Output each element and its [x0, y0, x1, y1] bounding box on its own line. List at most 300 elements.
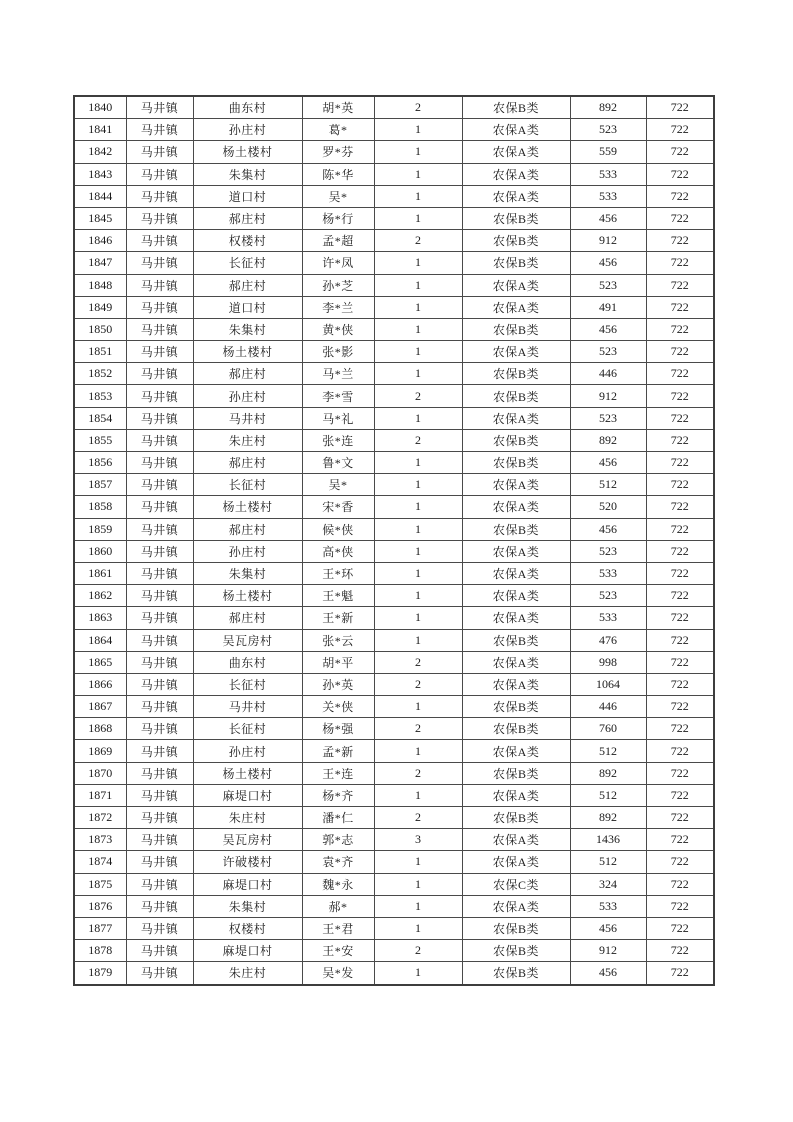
table-cell: 2 [374, 718, 462, 740]
table-cell: 1875 [74, 873, 126, 895]
table-cell: 农保A类 [462, 651, 570, 673]
table-cell: 533 [570, 185, 646, 207]
table-cell: 1876 [74, 895, 126, 917]
table-cell: 1845 [74, 207, 126, 229]
table-row [74, 829, 714, 851]
table-cell: 1877 [74, 917, 126, 939]
table-cell: 722 [646, 851, 714, 873]
table-cell: 722 [646, 518, 714, 540]
table-cell: 722 [646, 762, 714, 784]
table-cell: 权楼村 [193, 230, 302, 252]
table-cell: 1873 [74, 829, 126, 851]
table-cell: 512 [570, 784, 646, 806]
records-table [73, 95, 715, 986]
table-cell: 1 [374, 119, 462, 141]
table-cell: 1 [374, 740, 462, 762]
table-cell: 1865 [74, 651, 126, 673]
table-cell: 候*侠 [302, 518, 374, 540]
table-cell: 权楼村 [193, 917, 302, 939]
table-cell: 512 [570, 474, 646, 496]
table-cell: 马井镇 [126, 452, 193, 474]
table-cell: 孙*芝 [302, 274, 374, 296]
table-cell: 孟*新 [302, 740, 374, 762]
table-cell: 吴瓦房村 [193, 629, 302, 651]
table-cell: 马井镇 [126, 119, 193, 141]
table-cell: 农保A类 [462, 851, 570, 873]
table-row [74, 629, 714, 651]
table-cell: 葛* [302, 119, 374, 141]
table-cell: 1 [374, 407, 462, 429]
table-cell: 1854 [74, 407, 126, 429]
table-cell: 农保B类 [462, 207, 570, 229]
table-cell: 2 [374, 385, 462, 407]
table-cell: 马井镇 [126, 829, 193, 851]
table-cell: 马井镇 [126, 917, 193, 939]
table-cell: 郝* [302, 895, 374, 917]
table-cell: 农保B类 [462, 940, 570, 962]
table-cell: 王*魁 [302, 585, 374, 607]
table-cell: 马井镇 [126, 562, 193, 584]
table-cell: 马井镇 [126, 207, 193, 229]
table-cell: 722 [646, 363, 714, 385]
table-row [74, 607, 714, 629]
table-cell: 722 [646, 341, 714, 363]
table-cell: 农保B类 [462, 96, 570, 119]
table-cell: 491 [570, 296, 646, 318]
table-cell: 722 [646, 119, 714, 141]
table-cell: 1 [374, 607, 462, 629]
table-row [74, 940, 714, 962]
table-cell: 446 [570, 363, 646, 385]
table-cell: 1878 [74, 940, 126, 962]
table-row [74, 474, 714, 496]
table-cell: 马井镇 [126, 96, 193, 119]
table-cell: 农保A类 [462, 141, 570, 163]
table-cell: 2 [374, 673, 462, 695]
table-cell: 马井村 [193, 407, 302, 429]
table-cell: 孙庄村 [193, 385, 302, 407]
table-cell: 王*环 [302, 562, 374, 584]
table-cell: 农保A类 [462, 274, 570, 296]
table-cell: 1879 [74, 962, 126, 985]
table-cell: 郝庄村 [193, 452, 302, 474]
table-cell: 722 [646, 429, 714, 451]
table-cell: 722 [646, 940, 714, 962]
table-cell: 1859 [74, 518, 126, 540]
table-cell: 农保A类 [462, 185, 570, 207]
table-cell: 722 [646, 230, 714, 252]
table-cell: 722 [646, 296, 714, 318]
table-row [74, 784, 714, 806]
table-cell: 722 [646, 540, 714, 562]
table-cell: 722 [646, 96, 714, 119]
table-cell: 朱集村 [193, 163, 302, 185]
table-cell: 农保A类 [462, 562, 570, 584]
table-cell: 523 [570, 274, 646, 296]
table-cell: 马井村 [193, 696, 302, 718]
table-cell: 郝庄村 [193, 518, 302, 540]
table-cell: 1 [374, 341, 462, 363]
table-cell: 722 [646, 673, 714, 695]
table-cell: 1849 [74, 296, 126, 318]
table-cell: 农保B类 [462, 696, 570, 718]
table-cell: 道口村 [193, 185, 302, 207]
table-cell: 1 [374, 518, 462, 540]
table-cell: 1 [374, 474, 462, 496]
table-cell: 农保A类 [462, 474, 570, 496]
table-cell: 1866 [74, 673, 126, 695]
table-cell: 2 [374, 651, 462, 673]
table-row [74, 274, 714, 296]
table-cell: 马井镇 [126, 496, 193, 518]
table-cell: 农保B类 [462, 762, 570, 784]
table-cell: 长征村 [193, 718, 302, 740]
table-cell: 孙庄村 [193, 740, 302, 762]
table-cell: 朱庄村 [193, 429, 302, 451]
table-cell: 农保B类 [462, 629, 570, 651]
table-cell: 1850 [74, 318, 126, 340]
table-row [74, 718, 714, 740]
table-cell: 孙*英 [302, 673, 374, 695]
table-cell: 1 [374, 917, 462, 939]
table-cell: 722 [646, 962, 714, 985]
table-cell: 马井镇 [126, 807, 193, 829]
table-row [74, 807, 714, 829]
table-cell: 722 [646, 163, 714, 185]
table-cell: 1846 [74, 230, 126, 252]
table-cell: 2 [374, 96, 462, 119]
table-cell: 农保A类 [462, 607, 570, 629]
table-cell: 1840 [74, 96, 126, 119]
table-cell: 722 [646, 474, 714, 496]
table-cell: 1861 [74, 562, 126, 584]
table-cell: 722 [646, 740, 714, 762]
table-cell: 722 [646, 185, 714, 207]
table-cell: 王*君 [302, 917, 374, 939]
table-cell: 520 [570, 496, 646, 518]
table-cell: 1857 [74, 474, 126, 496]
table-row [74, 429, 714, 451]
table-cell: 1868 [74, 718, 126, 740]
table-cell: 533 [570, 895, 646, 917]
table-cell: 1 [374, 696, 462, 718]
table-cell: 杨土楼村 [193, 341, 302, 363]
table-cell: 马井镇 [126, 252, 193, 274]
table-cell: 马井镇 [126, 429, 193, 451]
table-cell: 1 [374, 895, 462, 917]
table-cell: 朱集村 [193, 318, 302, 340]
table-cell: 道口村 [193, 296, 302, 318]
table-cell: 559 [570, 141, 646, 163]
table-cell: 722 [646, 585, 714, 607]
table-cell: 马*兰 [302, 363, 374, 385]
table-cell: 1 [374, 629, 462, 651]
table-cell: 马井镇 [126, 407, 193, 429]
table-cell: 宋*香 [302, 496, 374, 518]
table-cell: 农保B类 [462, 807, 570, 829]
table-cell: 1 [374, 141, 462, 163]
table-cell: 农保A类 [462, 407, 570, 429]
table-cell: 722 [646, 562, 714, 584]
table-cell: 892 [570, 429, 646, 451]
table-cell: 马*礼 [302, 407, 374, 429]
table-cell: 1436 [570, 829, 646, 851]
table-cell: 胡*平 [302, 651, 374, 673]
table-row [74, 119, 714, 141]
table-cell: 722 [646, 607, 714, 629]
table-cell: 523 [570, 341, 646, 363]
table-cell: 1 [374, 274, 462, 296]
table-cell: 马井镇 [126, 540, 193, 562]
table-cell: 1 [374, 585, 462, 607]
table-cell: 512 [570, 851, 646, 873]
table-cell: 马井镇 [126, 518, 193, 540]
table-cell: 1 [374, 562, 462, 584]
table-row [74, 252, 714, 274]
table-cell: 2 [374, 940, 462, 962]
table-cell: 杨土楼村 [193, 141, 302, 163]
table-row [74, 851, 714, 873]
table-cell: 农保B类 [462, 230, 570, 252]
table-row [74, 518, 714, 540]
table-cell: 722 [646, 917, 714, 939]
table-cell: 郝庄村 [193, 207, 302, 229]
table-row [74, 185, 714, 207]
table-cell: 533 [570, 163, 646, 185]
table-cell: 1847 [74, 252, 126, 274]
table-cell: 王*新 [302, 607, 374, 629]
table-cell: 892 [570, 762, 646, 784]
table-cell: 1863 [74, 607, 126, 629]
table-row [74, 363, 714, 385]
table-cell: 马井镇 [126, 474, 193, 496]
table-cell: 1872 [74, 807, 126, 829]
table-cell: 892 [570, 807, 646, 829]
table-cell: 马井镇 [126, 385, 193, 407]
table-cell: 农保A类 [462, 341, 570, 363]
table-row [74, 385, 714, 407]
table-row [74, 496, 714, 518]
table-cell: 杨土楼村 [193, 585, 302, 607]
table-cell: 1 [374, 873, 462, 895]
table-cell: 2 [374, 429, 462, 451]
table-cell: 722 [646, 252, 714, 274]
table-row [74, 696, 714, 718]
table-cell: 1 [374, 962, 462, 985]
table-cell: 1841 [74, 119, 126, 141]
table-cell: 麻堤口村 [193, 873, 302, 895]
table-cell: 1844 [74, 185, 126, 207]
table-cell: 722 [646, 718, 714, 740]
table-cell: 马井镇 [126, 629, 193, 651]
table-cell: 许破楼村 [193, 851, 302, 873]
table-cell: 郝庄村 [193, 607, 302, 629]
table-cell: 1856 [74, 452, 126, 474]
table-cell: 农保A类 [462, 829, 570, 851]
table-cell: 324 [570, 873, 646, 895]
table-cell: 1842 [74, 141, 126, 163]
table-row [74, 407, 714, 429]
table-cell: 农保C类 [462, 873, 570, 895]
table-cell: 关*侠 [302, 696, 374, 718]
table-row [74, 163, 714, 185]
table-cell: 罗*芬 [302, 141, 374, 163]
table-cell: 农保A类 [462, 673, 570, 695]
table-row [74, 540, 714, 562]
table-cell: 523 [570, 585, 646, 607]
table-cell: 1 [374, 496, 462, 518]
table-cell: 1871 [74, 784, 126, 806]
table-cell: 722 [646, 385, 714, 407]
table-cell: 446 [570, 696, 646, 718]
table-cell: 722 [646, 629, 714, 651]
table-cell: 476 [570, 629, 646, 651]
table-cell: 农保B类 [462, 518, 570, 540]
table-cell: 1869 [74, 740, 126, 762]
table-row [74, 740, 714, 762]
table-cell: 1867 [74, 696, 126, 718]
table-cell: 722 [646, 807, 714, 829]
table-cell: 农保A类 [462, 895, 570, 917]
table-cell: 杨*齐 [302, 784, 374, 806]
table-cell: 1 [374, 363, 462, 385]
table-cell: 马井镇 [126, 673, 193, 695]
table-cell: 吴瓦房村 [193, 829, 302, 851]
table-cell: 456 [570, 207, 646, 229]
table-cell: 农保A类 [462, 540, 570, 562]
table-cell: 912 [570, 385, 646, 407]
table-row [74, 873, 714, 895]
table-cell: 722 [646, 318, 714, 340]
table-cell: 456 [570, 252, 646, 274]
table-cell: 马井镇 [126, 318, 193, 340]
table-cell: 朱集村 [193, 895, 302, 917]
table-cell: 2 [374, 807, 462, 829]
table-cell: 朱集村 [193, 562, 302, 584]
table-cell: 马井镇 [126, 274, 193, 296]
table-cell: 马井镇 [126, 895, 193, 917]
table-cell: 722 [646, 696, 714, 718]
table-cell: 722 [646, 829, 714, 851]
table-cell: 1858 [74, 496, 126, 518]
table-cell: 1855 [74, 429, 126, 451]
table-cell: 农保A类 [462, 496, 570, 518]
table-cell: 456 [570, 962, 646, 985]
table-cell: 998 [570, 651, 646, 673]
table-cell: 1860 [74, 540, 126, 562]
table-cell: 2 [374, 762, 462, 784]
table-cell: 孙庄村 [193, 540, 302, 562]
table-cell: 长征村 [193, 474, 302, 496]
table-cell: 722 [646, 895, 714, 917]
table-cell: 马井镇 [126, 163, 193, 185]
table-row [74, 673, 714, 695]
table-row [74, 895, 714, 917]
table-cell: 胡*英 [302, 96, 374, 119]
table-cell: 农保B类 [462, 718, 570, 740]
table-cell: 麻堤口村 [193, 784, 302, 806]
table-cell: 1843 [74, 163, 126, 185]
table-row [74, 141, 714, 163]
table-cell: 马井镇 [126, 940, 193, 962]
table-row [74, 230, 714, 252]
table-cell: 长征村 [193, 673, 302, 695]
table-cell: 马井镇 [126, 230, 193, 252]
table-cell: 吴* [302, 474, 374, 496]
table-cell: 李*兰 [302, 296, 374, 318]
table-cell: 1 [374, 252, 462, 274]
table-cell: 朱庄村 [193, 962, 302, 985]
table-cell: 袁*齐 [302, 851, 374, 873]
table-cell: 1064 [570, 673, 646, 695]
table-cell: 1 [374, 784, 462, 806]
table-cell: 1848 [74, 274, 126, 296]
table-cell: 马井镇 [126, 607, 193, 629]
table-cell: 杨土楼村 [193, 762, 302, 784]
table-cell: 农保A类 [462, 740, 570, 762]
table-cell: 李*雪 [302, 385, 374, 407]
table-cell: 马井镇 [126, 141, 193, 163]
table-cell: 潘*仁 [302, 807, 374, 829]
table-cell: 1 [374, 185, 462, 207]
table-row [74, 585, 714, 607]
table-cell: 马井镇 [126, 341, 193, 363]
table-cell: 1 [374, 207, 462, 229]
table-cell: 456 [570, 917, 646, 939]
table-cell: 523 [570, 119, 646, 141]
table-cell: 722 [646, 452, 714, 474]
table-cell: 912 [570, 940, 646, 962]
table-cell: 722 [646, 407, 714, 429]
table-row [74, 341, 714, 363]
table-cell: 1 [374, 296, 462, 318]
table-cell: 郝庄村 [193, 363, 302, 385]
table-row [74, 207, 714, 229]
table-cell: 张*云 [302, 629, 374, 651]
table-cell: 马井镇 [126, 651, 193, 673]
table-cell: 农保A类 [462, 296, 570, 318]
table-cell: 马井镇 [126, 363, 193, 385]
table-cell: 1862 [74, 585, 126, 607]
table-cell: 马井镇 [126, 696, 193, 718]
table-cell: 马井镇 [126, 740, 193, 762]
table-cell: 1853 [74, 385, 126, 407]
table-cell: 马井镇 [126, 718, 193, 740]
table-cell: 鲁*文 [302, 452, 374, 474]
table-cell: 722 [646, 873, 714, 895]
table-cell: 农保B类 [462, 385, 570, 407]
table-row [74, 318, 714, 340]
table-cell: 722 [646, 274, 714, 296]
table-cell: 456 [570, 518, 646, 540]
table-cell: 533 [570, 562, 646, 584]
table-cell: 长征村 [193, 252, 302, 274]
table-cell: 722 [646, 651, 714, 673]
records-body [74, 96, 714, 985]
table-row [74, 962, 714, 985]
table-cell: 曲东村 [193, 96, 302, 119]
table-cell: 张*连 [302, 429, 374, 451]
table-cell: 农保B类 [462, 452, 570, 474]
table-cell: 1864 [74, 629, 126, 651]
table-cell: 杨*强 [302, 718, 374, 740]
table-cell: 722 [646, 207, 714, 229]
table-cell: 1 [374, 540, 462, 562]
table-cell: 农保B类 [462, 252, 570, 274]
table-cell: 722 [646, 784, 714, 806]
table-row [74, 651, 714, 673]
table-cell: 马井镇 [126, 185, 193, 207]
